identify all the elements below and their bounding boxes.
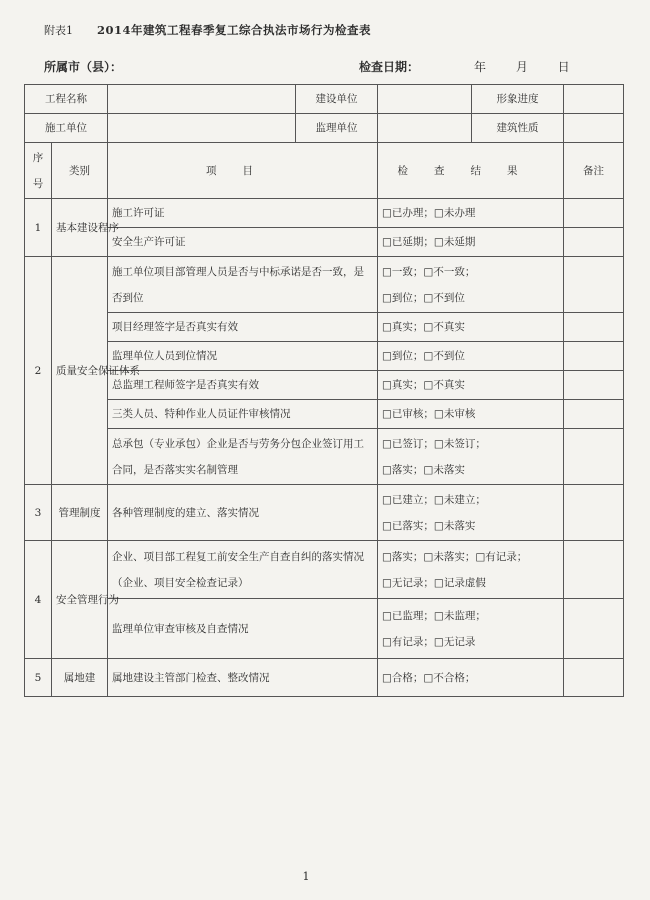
document-header [44, 22, 604, 38]
item-remark[interactable] [564, 199, 624, 228]
date-fields: 年 月 日 [474, 60, 570, 74]
item-result[interactable]: □已延期；□未延期 [378, 228, 564, 257]
progress-value[interactable] [564, 85, 624, 114]
project-name-label: 工程名称 [25, 85, 108, 114]
item-remark[interactable] [564, 599, 624, 659]
column-remark: 备注 [564, 143, 624, 199]
table-row [25, 599, 624, 659]
item-text: 监理单位审查审核及自查情况 [108, 599, 378, 659]
item-result[interactable] [378, 599, 564, 659]
section-category: 基本建设程序 [52, 199, 108, 257]
nature-label: 建筑性质 [472, 114, 564, 143]
section-category: 质量安全保证体系 [52, 257, 108, 485]
table-row [25, 228, 624, 257]
result-line: □到位；□不到位 [382, 291, 465, 304]
item-remark[interactable] [564, 313, 624, 342]
item-remark[interactable] [564, 342, 624, 371]
item-remark[interactable] [564, 541, 624, 599]
result-line: □一致；□不一致； [382, 265, 476, 278]
section-no: 3 [25, 485, 52, 541]
result-line: □有记录；□无记录 [382, 635, 476, 648]
section-no: 5 [25, 659, 52, 697]
item-remark[interactable] [564, 400, 624, 429]
item-remark[interactable] [564, 659, 624, 697]
table-row [25, 429, 624, 485]
table-row [25, 485, 624, 541]
item-result[interactable]: □合格；□不合格； [378, 659, 564, 697]
item-text: 三类人员、特种作业人员证件审核情况 [108, 400, 378, 429]
table-row [25, 342, 624, 371]
item-result[interactable] [378, 485, 564, 541]
contractor-label: 施工单位 [25, 114, 108, 143]
item-remark[interactable] [564, 257, 624, 313]
item-text: 监理单位人员到位情况 [108, 342, 378, 371]
supervisor-value[interactable] [378, 114, 472, 143]
item-text: 企业、项目部工程复工前安全生产自查自纠的落实情况（企业、项目安全检查记录） [108, 541, 378, 599]
annex-label: 附表1 [44, 24, 73, 37]
column-header-row [25, 143, 624, 199]
section-category: 管理制度 [52, 485, 108, 541]
project-name-value[interactable] [108, 85, 296, 114]
item-text: 总监理工程师签字是否真实有效 [108, 371, 378, 400]
result-line: □落实；□未落实 [382, 463, 465, 476]
date-label: 检查日期： [359, 60, 420, 74]
result-line: □落实；□未落实；□有记录； [382, 550, 528, 563]
item-text: 各种管理制度的建立、落实情况 [108, 485, 378, 541]
item-result[interactable]: □已办理；□未办理 [378, 199, 564, 228]
progress-label: 形象进度 [472, 85, 564, 114]
item-remark[interactable] [564, 429, 624, 485]
table-row [25, 313, 624, 342]
result-line: □已签订；□未签订； [382, 437, 486, 450]
item-result[interactable]: □到位；□不到位 [378, 342, 564, 371]
table-row [25, 400, 624, 429]
section-no: 1 [25, 199, 52, 257]
item-remark[interactable] [564, 485, 624, 541]
item-remark[interactable] [564, 228, 624, 257]
item-text: 施工单位项目部管理人员是否与中标承诺是否一致，是否到位 [108, 257, 378, 313]
section-no: 2 [25, 257, 52, 485]
contractor-value[interactable] [108, 114, 296, 143]
page-number: 1 [302, 870, 310, 883]
section-category: 属地建 [52, 659, 108, 697]
item-text: 安全生产许可证 [108, 228, 378, 257]
table-row [25, 659, 624, 697]
table-row [25, 371, 624, 400]
info-row-2 [25, 114, 624, 143]
supervisor-label: 监理单位 [296, 114, 378, 143]
item-text: 总承包（专业承包）企业是否与劳务分包企业签订用工合同，是否落实实名制管理 [108, 429, 378, 485]
table-row [25, 257, 624, 313]
table-row [25, 541, 624, 599]
column-result: 检查结果 [378, 143, 564, 199]
result-line: □已落实；□未落实 [382, 519, 476, 532]
column-category: 类别 [52, 143, 108, 199]
item-text: 施工许可证 [108, 199, 378, 228]
item-result[interactable] [378, 541, 564, 599]
item-text: 项目经理签字是否真实有效 [108, 313, 378, 342]
section-category: 安全管理行为 [52, 541, 108, 659]
item-remark[interactable] [564, 371, 624, 400]
item-result[interactable]: □真实；□不真实 [378, 371, 564, 400]
info-row-1 [25, 85, 624, 114]
column-no: 序号 [25, 143, 52, 199]
builder-value[interactable] [378, 85, 472, 114]
builder-label: 建设单位 [296, 85, 378, 114]
result-line: □无记录；□记录虚假 [382, 576, 486, 589]
result-line: □已建立；□未建立； [382, 493, 486, 506]
item-result[interactable]: □真实；□不真实 [378, 313, 564, 342]
document-title: 2014年建筑工程春季复工综合执法市场行为检查表 [97, 23, 372, 37]
result-line: □已监理；□未监理； [382, 609, 486, 622]
item-result[interactable] [378, 429, 564, 485]
inspection-table [24, 84, 624, 697]
section-no: 4 [25, 541, 52, 659]
item-result[interactable]: □已审核；□未审核 [378, 400, 564, 429]
column-item: 项目 [108, 143, 378, 199]
meta-line [44, 58, 604, 76]
city-label: 所属市（县）： [44, 60, 123, 74]
item-result[interactable] [378, 257, 564, 313]
item-text: 属地建设主管部门检查、整改情况 [108, 659, 378, 697]
table-row [25, 199, 624, 228]
nature-value[interactable] [564, 114, 624, 143]
